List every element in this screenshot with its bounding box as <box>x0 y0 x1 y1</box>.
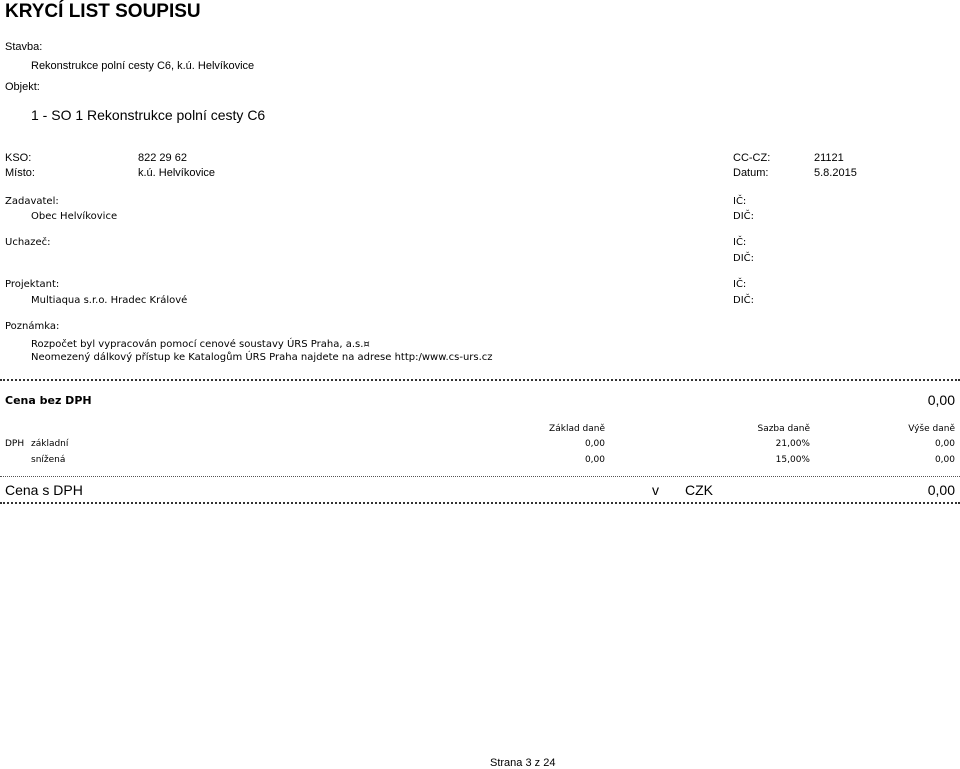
page-number: Strana 3 z 24 <box>490 757 556 769</box>
projektant-label: Projektant: <box>5 279 60 290</box>
dph-row-zakladni-zaklad: 0,00 <box>584 439 605 449</box>
col-header-sazba: Sazba daně <box>757 424 810 434</box>
zadavatel-ic-label: IČ: <box>733 196 747 207</box>
col-header-vyse: Výše daně <box>908 424 955 434</box>
poznamka-label: Poznámka: <box>5 321 60 332</box>
dph-label: DPH <box>5 439 25 449</box>
objekt-label: Objekt: <box>5 81 40 93</box>
page-title: KRYCÍ LIST SOUPISU <box>5 1 201 22</box>
datum-label: Datum: <box>733 167 769 179</box>
poznamka-line-2: Neomezený dálkový přístup ke Katalogům ÚRS Praha najdete na adrese http:/www.cs-urs.cz <box>31 352 493 363</box>
cena-s-dph-currency: CZK <box>685 482 713 498</box>
dph-row-zakladni-sazba: 21,00% <box>775 439 810 449</box>
uchazec-label: Uchazeč: <box>5 237 51 248</box>
kso-label: KSO: <box>5 152 32 164</box>
dph-row-snizena-zaklad: 0,00 <box>584 455 605 465</box>
cena-s-dph-label: Cena s DPH <box>5 482 83 498</box>
uchazec-ic-label: IČ: <box>733 237 747 248</box>
datum-value: 5.8.2015 <box>814 167 857 179</box>
misto-label: Místo: <box>5 167 35 179</box>
stavba-label: Stavba: <box>5 41 43 53</box>
cena-s-dph-value: 0,00 <box>927 482 955 498</box>
projektant-value: Multiaqua s.r.o. Hradec Králové <box>31 295 188 306</box>
zadavatel-label: Zadavatel: <box>5 196 59 207</box>
cena-bez-dph-value: 0,00 <box>927 392 955 408</box>
cena-s-dph-v: v <box>652 482 659 498</box>
dph-row-snizena-name: snížená <box>31 455 66 465</box>
misto-value: k.ú. Helvíkovice <box>138 167 216 179</box>
stavba-value: Rekonstrukce polní cesty C6, k.ú. Helvíkovice <box>31 60 255 72</box>
separator-mid <box>0 476 960 477</box>
dph-row-zakladni-vyse: 0,00 <box>934 439 955 449</box>
dph-row-snizena-sazba: 15,00% <box>775 455 810 465</box>
zadavatel-value: Obec Helvíkovice <box>31 211 118 222</box>
projektant-ic-label: IČ: <box>733 279 747 290</box>
projektant-dic-label: DIČ: <box>733 295 755 306</box>
separator-bottom <box>0 502 960 504</box>
poznamka-line-1: Rozpočet byl vypracován pomocí cenové soustavy ÚRS Praha, a.s.¤ <box>31 339 370 350</box>
dph-row-zakladni-name: základní <box>31 439 69 449</box>
uchazec-dic-label: DIČ: <box>733 253 755 264</box>
zadavatel-dic-label: DIČ: <box>733 211 755 222</box>
kso-value: 822 29 62 <box>138 152 187 164</box>
objekt-value: 1 - SO 1 Rekonstrukce polní cesty C6 <box>31 107 266 123</box>
dph-row-snizena-vyse: 0,00 <box>934 455 955 465</box>
separator-top <box>0 379 960 381</box>
cena-bez-dph-label: Cena bez DPH <box>5 394 92 407</box>
cccz-value: 21121 <box>814 152 844 164</box>
col-header-zaklad: Základ daně <box>549 424 605 434</box>
cccz-label: CC-CZ: <box>733 152 771 164</box>
